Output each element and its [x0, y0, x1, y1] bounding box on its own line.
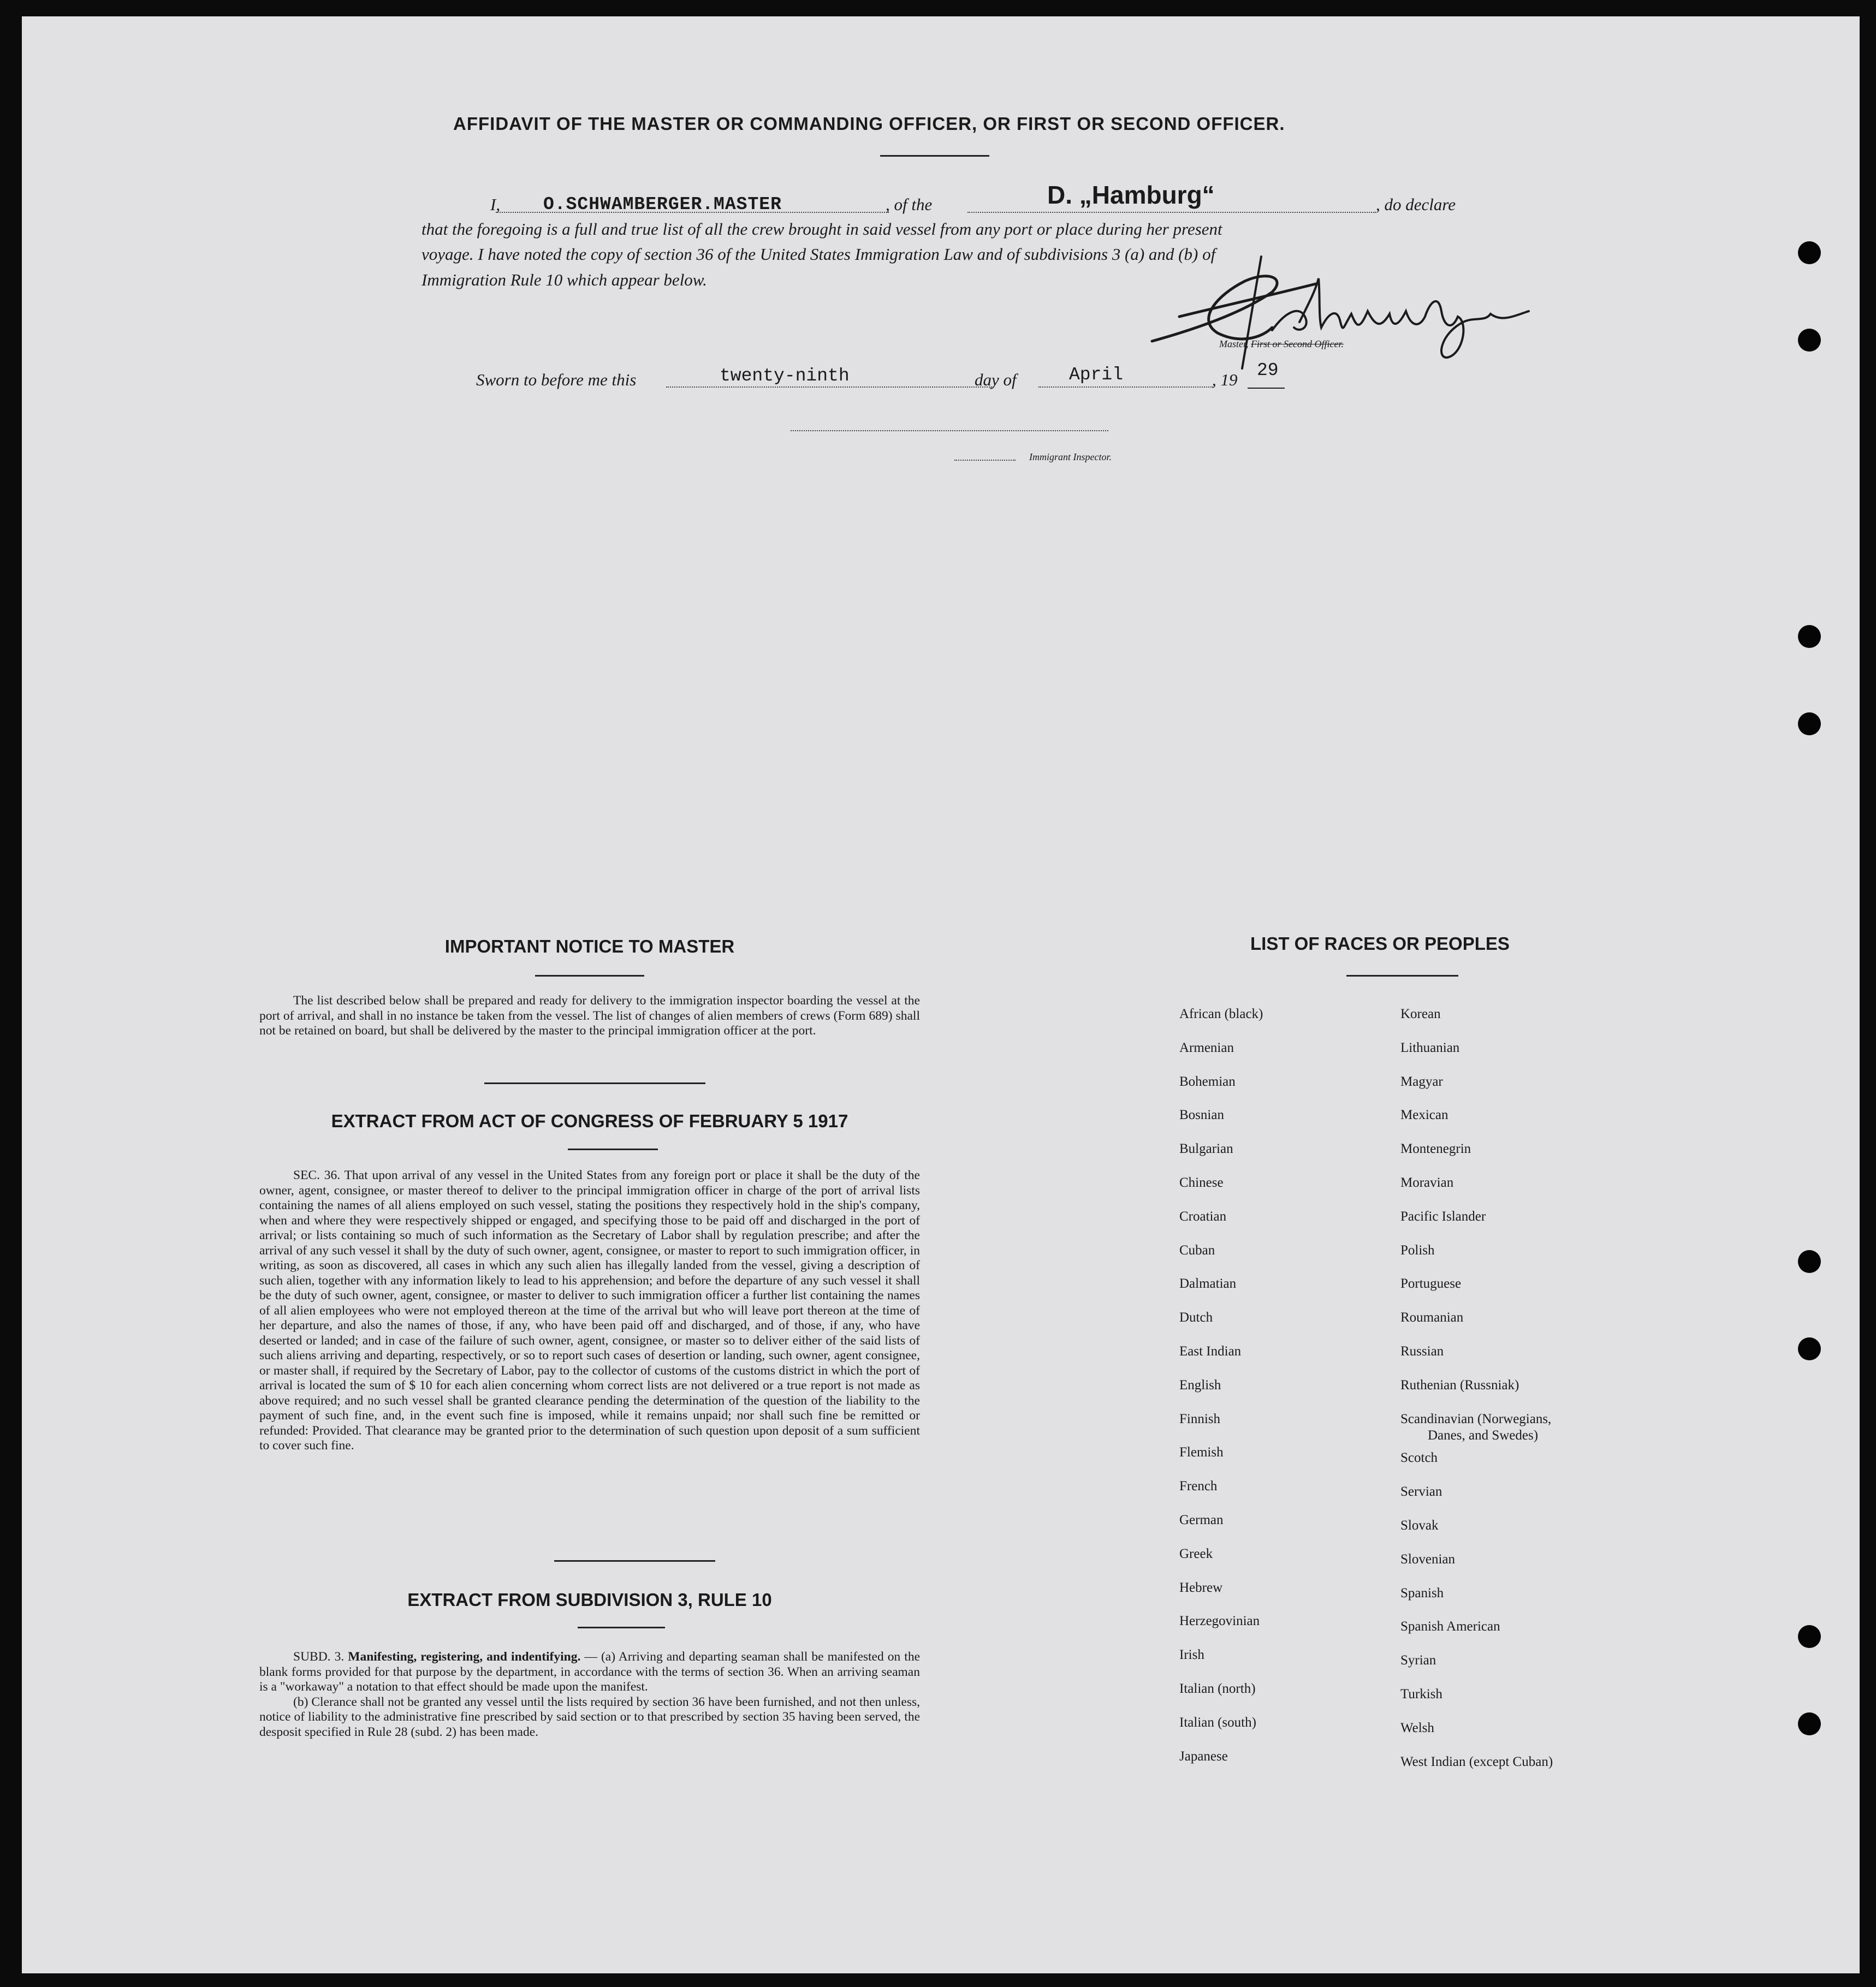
- affidavit-line-3: voyage. I have noted the copy of section 36 of the United States Immigration Law and of subdivisions 3 (a) and (b) of: [421, 245, 1216, 264]
- day-line: [666, 386, 994, 388]
- race-item: Slovak: [1400, 1518, 1439, 1533]
- race-item: Montenegrin: [1400, 1141, 1471, 1156]
- title-divider: [880, 155, 989, 157]
- extract-rule-divider: [578, 1627, 665, 1628]
- race-item: Dalmatian: [1179, 1276, 1237, 1291]
- affidavit-i: I,: [490, 195, 501, 214]
- do-declare-text: , do declare: [1376, 195, 1456, 214]
- race-item: Japanese: [1179, 1749, 1228, 1764]
- race-item: Chinese: [1179, 1175, 1224, 1190]
- subd-3-b-paragraph: (b) Clerance shall not be granted any vessel until the lists required by section 36 have been furnished, and not then unless, notice of liability to the administrative fine prescribed by said section or to that prescribed by section 35 having been served, the desposit specified in Rule 28 (subd. 2) has been made.: [259, 1694, 920, 1739]
- race-item: Spanish American: [1400, 1619, 1500, 1634]
- sworn-month: April: [1069, 365, 1124, 385]
- race-item: Cuban: [1179, 1243, 1215, 1258]
- notice-text: [259, 993, 920, 1039]
- race-item: Polish: [1400, 1243, 1435, 1258]
- document-page: [22, 16, 1860, 1973]
- race-item: Dutch: [1179, 1310, 1213, 1325]
- inspector-signature-line: [791, 430, 1108, 431]
- race-item: Portuguese: [1400, 1276, 1462, 1291]
- race-item: French: [1179, 1479, 1218, 1494]
- notice-title: IMPORTANT NOTICE TO MASTER: [444, 936, 735, 956]
- race-item: Bohemian: [1179, 1074, 1236, 1089]
- binder-hole: [1798, 1712, 1821, 1735]
- race-item: Bosnian: [1179, 1108, 1224, 1122]
- race-item: Magyar: [1400, 1074, 1443, 1089]
- race-item: Irish: [1179, 1647, 1204, 1662]
- races-divider: [1346, 975, 1458, 977]
- notice-end-rule: [484, 1082, 705, 1084]
- extract-rule-title: EXTRACT FROM SUBDIVISION 3, RULE 10: [407, 1590, 772, 1610]
- race-item: Croatian: [1179, 1209, 1227, 1224]
- race-item: English: [1179, 1378, 1221, 1393]
- race-item: Armenian: [1179, 1040, 1234, 1055]
- race-item: Roumanian: [1400, 1310, 1464, 1325]
- race-item: Italian (south): [1179, 1715, 1256, 1730]
- binder-hole: [1798, 625, 1821, 648]
- affidavit-line-2: that the foregoing is a full and true list of all the crew brought in said vessel from any port or place during her present: [421, 219, 1222, 239]
- binder-hole: [1798, 1625, 1821, 1648]
- race-item: Lithuanian: [1400, 1040, 1460, 1055]
- notice-divider: [535, 975, 644, 977]
- section-36-paragraph: SEC. 36. That upon arrival of any vessel in the United States from any foreign port or place it shall be the duty of the owner, agent, consignee, or master thereof to deliver to the principal immigration officer in charge of the port of arrival lists containing the names of all aliens employed on such vessel, stating the positions they respectively hold in the ship's company, when and where they were respectively shipped or engaged, and specifying those to be paid off and discharged in the port of arrival; or lists containing so much of such information as the Secretary of Labor shall by regulation prescribe; and after the arrival of any such vessel it shall by the duty of such owner, agent, consignee, or master to report to such immigration officer, in writing, as soon as discovered, all cases in which any such alien has illegally landed from the vessel, giving a description of such alien, together with any information likely to lead to his apprehension; and before the departure of any such vessel it shall be the duty of such owner, agent, consignee, or master to deliver to such immigration officer a further list containing the names of all alien employees who were not employed thereon at the time of the arrival but who will leave port thereon at the time of her departure, and also the names of those, if any, who have been paid off and discharged, and of those, if any, who have deserted or landed; and in case of the failure of such owner, agent, consignee, or master so to deliver either of the said lists of such aliens arriving and departing, respectively, or so to report such cases of desertion or landing, such owner, agent consignee, or master shall, if required by the Secretary of Labor, pay to the collector of customs of the customs district in which the port of arrival is located the sum of $ 10 for each alien concerning whom correct lists are not delivered or a true report is not made as above required; and no such vessel shall be granted clearance pending the determination of the question of the liability to the payment of such fine, and, in the event such fine is imposed, while it remains unpaid; nor shall such fine be remitted or refunded: Provided. That clearance may be granted prior to the determination of such question upon deposit of a sum sufficient to cover such fine.: [259, 1168, 920, 1453]
- race-item: Slovenian: [1400, 1552, 1455, 1567]
- sworn-day: twenty-ninth: [720, 366, 850, 386]
- race-item: Korean: [1400, 1007, 1441, 1021]
- race-item: Hebrew: [1179, 1580, 1223, 1595]
- month-line: [1038, 386, 1213, 388]
- subd-a-text: — (a) Arriving and departing seaman shall be manifested on the blank forms provided for that purpose by the department, in accordance with the terms of section 36. When an arriving seaman is a "workaway" a notation to that effect should be made upon the manifest.: [259, 1650, 921, 1694]
- race-item: Finnish: [1179, 1412, 1221, 1426]
- extract-act-divider: [568, 1149, 658, 1150]
- caption-struck: First or Second Officer.: [1251, 338, 1344, 349]
- extract-act-text: [259, 1168, 920, 1454]
- race-item: Spanish: [1400, 1586, 1444, 1601]
- race-item: Flemish: [1179, 1445, 1224, 1460]
- notice-paragraph: The list described below shall be prepared and ready for delivery to the immigration inspector boarding the vessel at the port of arrival, and shall in no instance be taken from the vessel. The list of changes of alien members of crews (Form 689) shall not be retained on board, but shall be delivered by the master to the principal immigration officer at the port.: [259, 993, 920, 1038]
- extract-rule-text: [259, 1650, 920, 1740]
- race-item: Servian: [1400, 1484, 1442, 1499]
- master-signature: [1136, 246, 1551, 371]
- affidavit-title: AFFIDAVIT OF THE MASTER OR COMMANDING OFFICER, OR FIRST OR SECOND OFFICER.: [453, 114, 1285, 134]
- master-name: O.SCHWAMBERGER.MASTER: [543, 194, 782, 215]
- race-item: Moravian: [1400, 1175, 1454, 1190]
- extract-act-end-rule: [554, 1560, 715, 1562]
- subd-label: SUBD. 3.: [293, 1650, 345, 1664]
- race-item: Bulgarian: [1179, 1141, 1233, 1156]
- race-item: East Indian: [1179, 1344, 1242, 1359]
- race-item: Russian: [1400, 1344, 1444, 1359]
- signature-caption: [1219, 338, 1344, 350]
- race-item: West Indian (except Cuban): [1400, 1754, 1553, 1769]
- race-item: Ruthenian (Russniak): [1400, 1378, 1519, 1393]
- vessel-line: [967, 212, 1376, 213]
- inspector-caption: Immigrant Inspector.: [1029, 451, 1112, 462]
- race-item: Scandinavian (Norwegians,: [1400, 1412, 1552, 1426]
- binder-hole: [1798, 1250, 1821, 1273]
- race-item: Mexican: [1400, 1108, 1448, 1122]
- inspector-caption-line: [954, 460, 1016, 461]
- caption-master: Master,: [1219, 338, 1249, 349]
- subd-heading: Manifesting, registering, and indentifying.: [348, 1650, 581, 1664]
- race-item: Danes, and Swedes): [1428, 1428, 1539, 1443]
- race-item: Welsh: [1400, 1721, 1434, 1735]
- year-prefix: , 19: [1212, 370, 1238, 389]
- vessel-name: D. „Hamburg“: [1047, 181, 1215, 209]
- binder-hole: [1798, 1337, 1821, 1360]
- race-item: Turkish: [1400, 1687, 1442, 1702]
- binder-hole: [1798, 241, 1821, 264]
- year-underline: [1248, 388, 1285, 389]
- race-item: Scotch: [1400, 1450, 1438, 1465]
- binder-hole: [1798, 712, 1821, 735]
- day-of-text: day of: [975, 370, 1017, 389]
- sworn-year: 29: [1257, 360, 1279, 380]
- race-item: Syrian: [1400, 1653, 1436, 1668]
- race-item: Pacific Islander: [1400, 1209, 1486, 1224]
- sworn-text: Sworn to before me this: [476, 370, 637, 389]
- of-the-text: , of the: [886, 195, 933, 214]
- race-item: Herzegovinian: [1179, 1614, 1260, 1628]
- race-item: African (black): [1179, 1007, 1263, 1021]
- affidavit-line-4: Immigration Rule 10 which appear below.: [421, 270, 707, 289]
- extract-act-title: EXTRACT FROM ACT OF CONGRESS OF FEBRUARY 5 1917: [331, 1111, 848, 1131]
- binder-hole: [1798, 329, 1821, 352]
- race-item: Italian (north): [1179, 1681, 1256, 1696]
- race-item: German: [1179, 1513, 1224, 1527]
- race-item: Greek: [1179, 1546, 1213, 1561]
- subd-3-a-paragraph: [259, 1650, 920, 1695]
- races-title: LIST OF RACES OR PEOPLES: [1250, 933, 1510, 954]
